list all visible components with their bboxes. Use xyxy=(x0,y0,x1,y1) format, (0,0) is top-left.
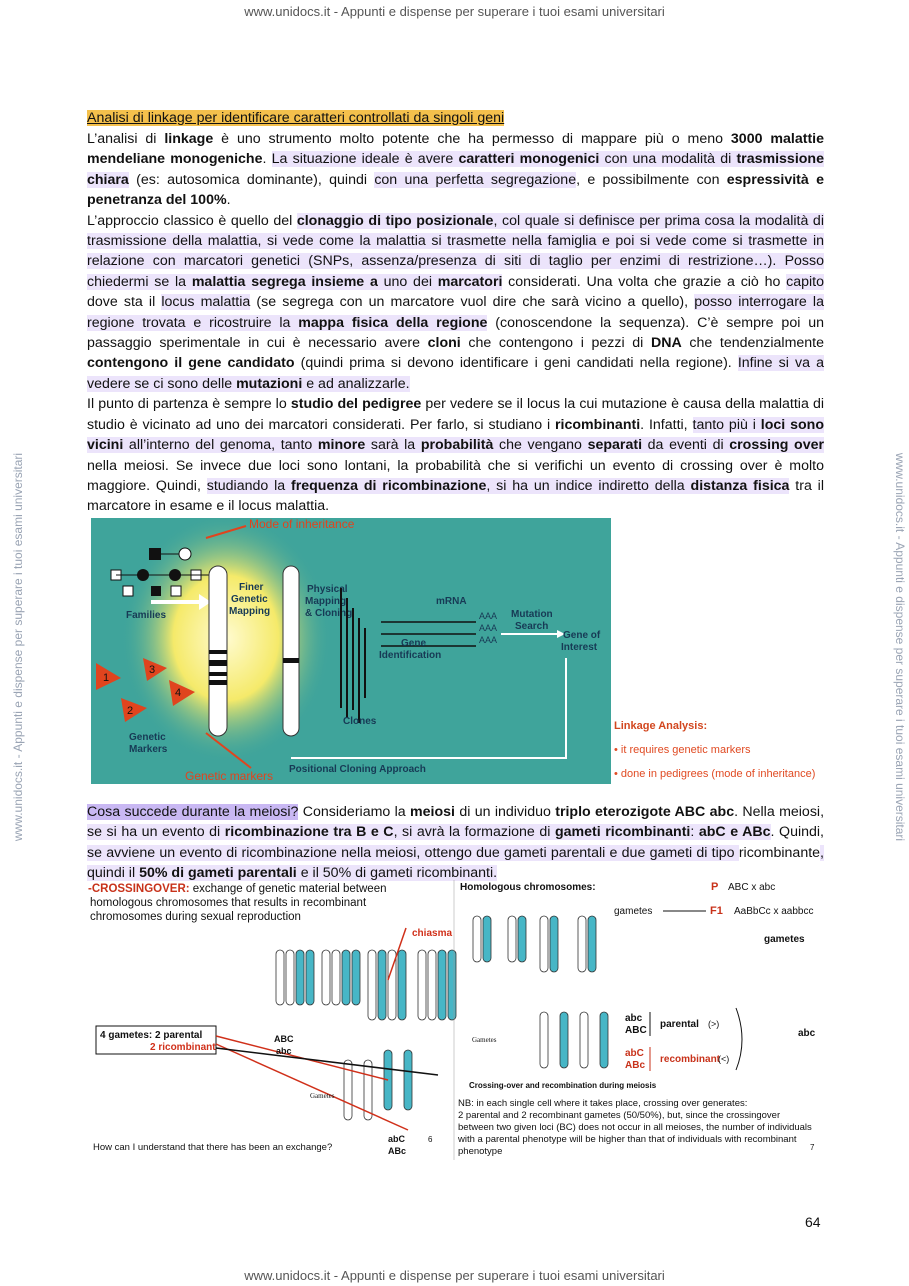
svg-text:2: 2 xyxy=(127,705,134,717)
svg-text:AaBbCc x aabbcc: AaBbCc x aabbcc xyxy=(734,906,814,917)
svg-text:chromosomes during sexual repr: chromosomes during sexual reproduction xyxy=(90,911,301,923)
svg-text:Finer: Finer xyxy=(239,582,264,593)
svg-text:7: 7 xyxy=(810,1143,815,1152)
svg-text:Physical: Physical xyxy=(307,584,348,595)
svg-text:Gene: Gene xyxy=(401,638,427,649)
svg-text:recombinant: recombinant xyxy=(660,1054,721,1065)
svg-text:mRNA: mRNA xyxy=(436,596,467,607)
svg-text:gametes: gametes xyxy=(764,934,805,945)
svg-text:gametes: gametes xyxy=(614,906,653,917)
page-header: www.unidocs.it - Appunti e dispense per superare i tuoi esami universitari xyxy=(244,4,665,19)
svg-text:ABc: ABc xyxy=(388,1146,407,1156)
paragraph-linkage: L’analisi di linkage è uno strumento molto potente che ha permesso di mappare più o meno 3000 malattie mendeliane monogeniche. La situazione ideale è avere caratteri monogenici con una modalità di trasmissione chiara (es: autosomica dominante), quindi con una perfetta segregazione, e possibilmente con espressività e penetranza del 100%. L’approccio classico è quello del clonaggio di tipo posizionale, col quale si definisce per prima cosa la modalità di trasmissione della malattia, si vede come la malattia si trasmette nella famiglia e poi si vede come si trasmette in relazione con marcatori genetici (SNPs, assenza/presenza di siti di taglio per enzimi di restrizione…). Posso chiedermi se la malattia segrega insieme a uno dei marcatori considerati. Una volta che grazie a ciò ho capito dove sta il locus malattia (se segrega con un marcatore vuol dire che sarà vicino a quello), posso interrogare la regione trovata e ricostruire la mappa fisica della regione (conoscendone la sequenza). C’è sempre poi un passaggio sperimentale in cui è necessario avere cloni che contengono i pezzi di DNA che tendenzialmente contengono il gene candidato (quindi prima si devono identificare i geni candidati nella regione). Infine si va a vedere se ci sono delle mutazioni e ad analizzarle. Il punto di partenza è sempre lo studio del pedigree per vedere se il locus la cui mutazione è causa della malattia di studio è vicinato ad uno dei marcatori considerati. Per farlo, si studiano i ricombinanti. Infatti, tanto più i loci sono vicini all’interno del genoma, tanto minore sarà la probabilità che vengano separati da eventi di crossing over nella meiosi. Se invece due loci sono lontani, la probabilità che si verifichi un evento di crossing over è molto maggiore. Quindi, studiando la frequenza di ricombinazione, si ha un indice indiretto della distanza fisica tra il marcatore in esame e il locus malattia. xyxy=(87,131,825,515)
svg-text:Genetic markers: Genetic markers xyxy=(185,769,274,783)
svg-text:abc: abc xyxy=(625,1013,643,1024)
svg-text:Homologous chromosomes:: Homologous chromosomes: xyxy=(460,882,596,893)
svg-text:Genetic: Genetic xyxy=(129,732,166,743)
svg-text:4: 4 xyxy=(175,687,182,699)
svg-text:Positional Cloning Approach: Positional Cloning Approach xyxy=(289,764,426,775)
positional-cloning-figure xyxy=(91,518,611,784)
svg-text:Clones: Clones xyxy=(343,716,377,727)
svg-text:P: P xyxy=(711,881,719,893)
svg-text:Mutation: Mutation xyxy=(511,609,553,620)
svg-text:3: 3 xyxy=(149,664,156,676)
svg-text:AAA: AAA xyxy=(479,635,498,645)
paragraph-meiosis: Cosa succede durante la meiosi? Consideriamo la meiosi di un individuo triplo eterozigote ABC abc. Nella meiosi, se si ha un evento di ricombinazione tra B e C, si avrà la formazione di gameti ricombinanti: abC e ABc. Quindi, se avviene un evento di ricombinazione nella meiosi, ottengo due gameti parentali e due gameti di tipo ricombinante, quindi il 50% di gameti parentali e il 50% di gameti ricombinanti. xyxy=(87,804,825,882)
svg-text:between two given loci (BC) do: between two given loci (BC) does not occur in all meioses, the number of individuals xyxy=(458,1122,812,1133)
svg-text:Families: Families xyxy=(126,610,167,621)
svg-text:abc: abc xyxy=(276,1046,292,1056)
svg-text:NB: in each single cell where: NB: in each single cell where it takes place, crossing over generates: xyxy=(458,1098,748,1109)
svg-text:AAA: AAA xyxy=(479,611,498,621)
svg-text:ABC: ABC xyxy=(274,1034,294,1044)
svg-text:(<): (<) xyxy=(718,1054,730,1064)
svg-text:2 parental and 2 recombinant g: 2 parental and 2 recombinant gametes (50/50%), but, since the crossingover xyxy=(458,1110,781,1121)
svg-text:abC: abC xyxy=(388,1134,406,1144)
svg-text:Gene of: Gene of xyxy=(563,630,601,641)
svg-text:Mapping: Mapping xyxy=(305,596,347,607)
svg-text:Identification: Identification xyxy=(379,650,442,661)
svg-text:Crossing-over and recombinatio: Crossing-over and recombination during meiosis xyxy=(469,1081,657,1090)
svg-text:Markers: Markers xyxy=(129,744,168,755)
svg-text:2 ricombinant: 2 ricombinant xyxy=(150,1042,216,1053)
linkage-analysis-notes: Linkage Analysis: • it requires genetic markers • done in pedigrees (mode of inheritance) xyxy=(614,720,816,780)
svg-text:abc: abc xyxy=(798,1028,816,1039)
svg-text:ABC: ABC xyxy=(625,1025,647,1036)
svg-text:Interest: Interest xyxy=(561,642,598,653)
svg-text:4 gametes: 2 parental: 4 gametes: 2 parental xyxy=(100,1030,203,1041)
right-watermark: www.unidocs.it - Appunti e dispense per superare i tuoi esami universitari xyxy=(893,452,907,842)
svg-text:ABC x abc: ABC x abc xyxy=(728,882,776,893)
svg-text:Search: Search xyxy=(515,621,549,632)
svg-text:abC: abC xyxy=(625,1048,644,1059)
left-watermark: www.unidocs.it - Appunti e dispense per superare i tuoi esami universitari xyxy=(11,452,25,842)
svg-text:AAA: AAA xyxy=(479,623,498,633)
svg-text:Mode of inheritance: Mode of inheritance xyxy=(249,518,355,531)
page-number: 64 xyxy=(805,1214,821,1230)
svg-text:How can I understand that ther: How can I understand that there has been an exchange? xyxy=(93,1142,333,1153)
section-title: Analisi di linkage per identificare caratteri controllati da singoli geni xyxy=(87,110,505,126)
svg-text:with a parental phenotype will: with a parental phenotype will be higher than that of individuals with recombinant xyxy=(458,1134,797,1145)
svg-text:Genetic: Genetic xyxy=(231,594,268,605)
svg-text:Mapping: Mapping xyxy=(229,606,271,617)
svg-text:Gametes: Gametes xyxy=(310,1092,335,1100)
crossingover-figure xyxy=(88,880,828,1160)
svg-text:chiasma: chiasma xyxy=(412,928,453,939)
page-footer: www.unidocs.it - Appunti e dispense per superare i tuoi esami universitari xyxy=(244,1268,665,1283)
svg-text:homologous chromosomes that re: homologous chromosomes that results in recombinant xyxy=(90,897,367,909)
svg-text:parental: parental xyxy=(660,1019,699,1030)
svg-text:1: 1 xyxy=(103,672,110,684)
svg-text:6: 6 xyxy=(428,1135,433,1144)
svg-text:Gametes: Gametes xyxy=(472,1036,497,1044)
svg-text:phenotype: phenotype xyxy=(458,1146,503,1157)
svg-text:& Cloning: & Cloning xyxy=(305,608,353,619)
svg-text:-CROSSINGOVER: exchange of gen: -CROSSINGOVER: exchange of genetic material between xyxy=(88,883,387,895)
svg-text:ABc: ABc xyxy=(625,1060,646,1071)
svg-text:(>): (>) xyxy=(708,1019,720,1029)
svg-text:F1: F1 xyxy=(710,905,723,917)
